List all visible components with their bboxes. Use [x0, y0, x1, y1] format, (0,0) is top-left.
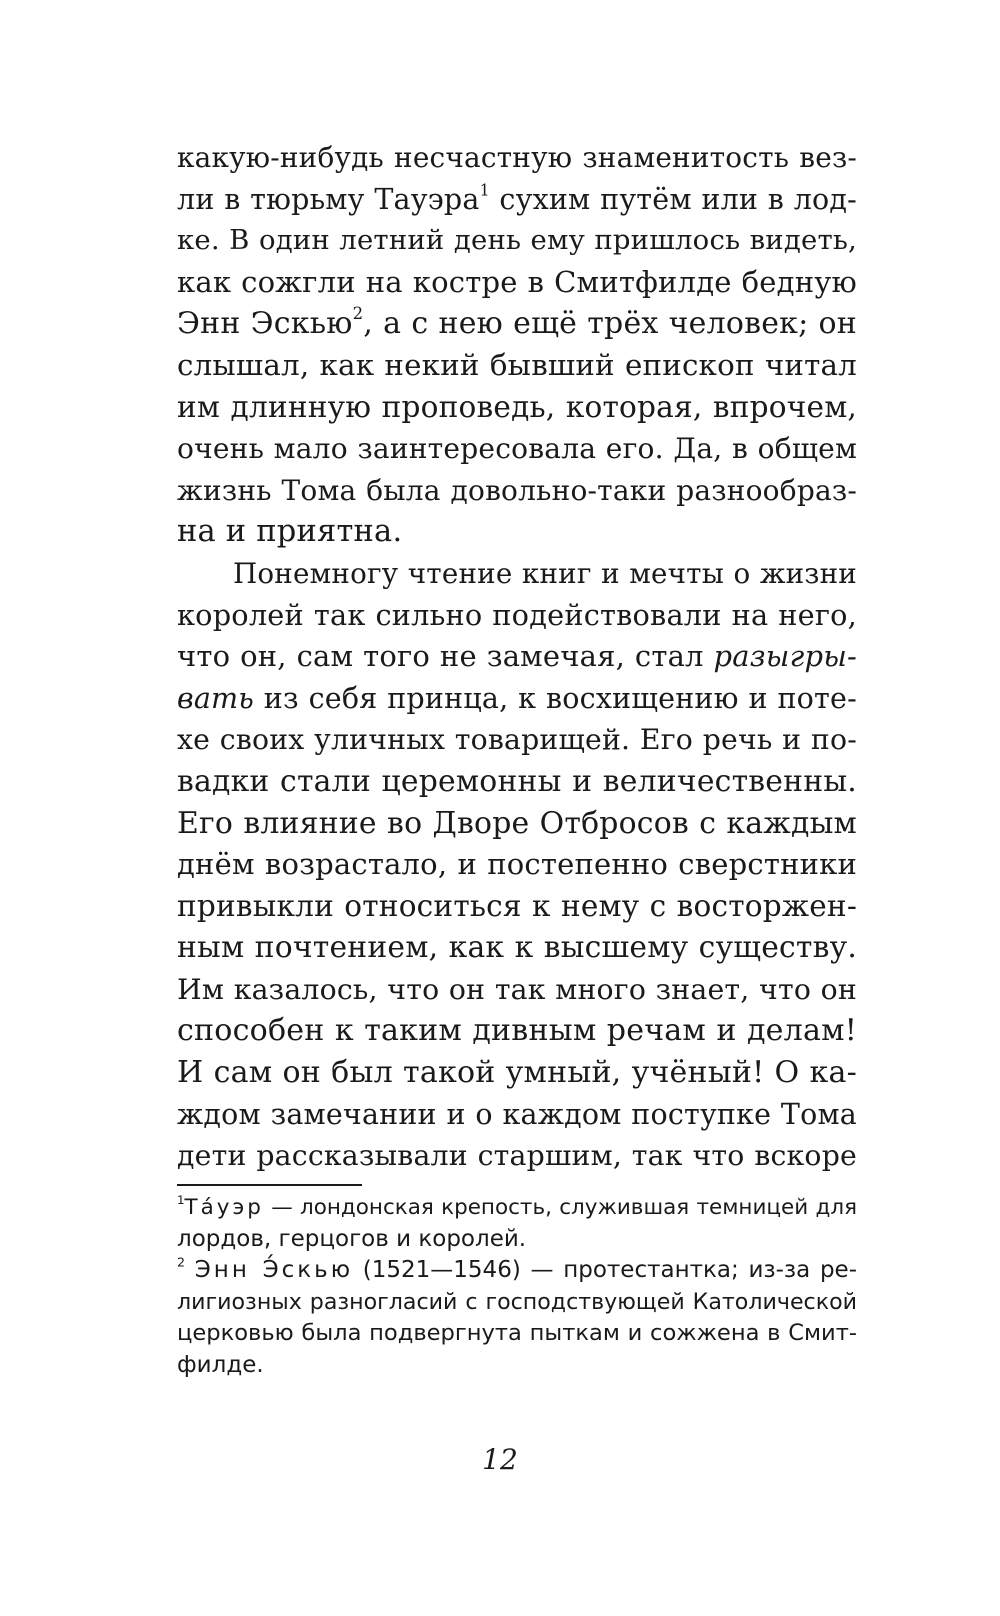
footnote-term: Энн Э́скью: [194, 1257, 354, 1283]
text-line: [177, 678, 857, 720]
text-span: хе своих уличных товарищей. Его речь и по-: [177, 723, 857, 757]
footnote-text: (1521—1546) — протестантка; из-за ре-: [353, 1257, 857, 1283]
text-line: [177, 636, 857, 678]
text-line: [177, 553, 857, 595]
text-span: Понемногу чтение книг и мечты о жизни: [233, 556, 857, 590]
text-line: [177, 844, 857, 886]
text-span: ждом замечании и о каждом поступке Тома: [177, 1097, 857, 1131]
text-span: И сам он был такой умный, учёный! О ка-: [177, 1055, 857, 1091]
footnote-number: 2: [177, 1254, 186, 1270]
text-span: днём возрастало, и постепенно сверстники: [177, 847, 857, 882]
text-span: очень мало заинтересовала его. Да, в общем: [177, 432, 857, 466]
footnote-2: [177, 1255, 857, 1287]
footnotes: [177, 1192, 857, 1381]
text-line: [177, 886, 857, 928]
footnote-1: [177, 1192, 857, 1224]
text-line: [177, 470, 857, 512]
footnote-text: лордов, герцогов и королей.: [177, 1225, 527, 1252]
text-span: вадки стали церемонны и величественны.: [177, 763, 857, 799]
footnote-number: 1: [177, 1192, 185, 1207]
footnote-term: Та́уэр: [184, 1195, 264, 1220]
footnote-text: — лондонская крепость, служившая темницей для: [263, 1195, 857, 1220]
footnote-ref-2[interactable]: 2: [352, 304, 364, 324]
footnote-divider: [177, 1184, 362, 1186]
italic-text: разыгры-: [713, 639, 857, 674]
text-span: дети рассказывали старшим, так что вскоре: [177, 1139, 857, 1173]
page-number: 12: [482, 1443, 518, 1476]
text-line: [177, 179, 857, 221]
text-line: [177, 595, 857, 637]
text-span: Его влияние во Дворе Отбросов с каждым: [177, 805, 857, 841]
text-line: [177, 803, 857, 845]
text-span: Энн Эскью: [177, 306, 353, 342]
footnote-2-cont: [177, 1318, 857, 1350]
text-span: ным почтением, как к высшему существу.: [177, 930, 857, 966]
text-line: [177, 345, 857, 387]
text-span: какую-нибудь несчастную знаменитость вез-: [177, 141, 857, 174]
text-span: что он, сам того не замечая, стал: [177, 639, 714, 674]
text-span: как сожгли на костре в Смитфилде бедную: [177, 264, 857, 299]
text-span: на и приятна.: [177, 514, 403, 550]
text-span: привыкли относиться к нему с восторжен-: [177, 888, 857, 923]
text-line: [177, 761, 857, 803]
text-line: [177, 1010, 857, 1052]
text-line: [177, 428, 857, 470]
text-span: из себя принца, к восхищению и поте-: [254, 680, 857, 715]
text-span: ли в тюрьму Тауэра: [177, 182, 480, 216]
text-line: [177, 137, 857, 179]
text-span: королей так сильно подействовали на него,: [177, 597, 857, 632]
italic-text: вать: [177, 680, 255, 715]
text-span: способен к таким дивным речам и делам!: [177, 1013, 857, 1049]
text-line: [177, 719, 857, 761]
footnote-2-cont: [177, 1350, 857, 1382]
text-span: слышал, как некий бывший епископ читал: [177, 347, 857, 382]
main-text: [177, 137, 857, 1177]
text-line: [177, 220, 857, 262]
text-line: [177, 927, 857, 969]
footnote-text: лигиозных разногласий с господствующей Католической: [177, 1288, 857, 1315]
footnote-text: филде.: [177, 1351, 264, 1378]
text-span: Им казалось, что он так много знает, что он: [177, 972, 857, 1006]
text-line: [177, 262, 857, 304]
text-line: [177, 969, 857, 1011]
footnote-1-cont: [177, 1224, 857, 1256]
footnote-text: церковью была подвергнута пыткам и сожжена в Смит-: [177, 1320, 857, 1346]
text-span: им длинную проповедь, которая, впрочем,: [177, 389, 857, 424]
text-line: [177, 303, 857, 345]
text-span: , а с нею ещё трёх человек; он: [363, 306, 857, 342]
text-line: [177, 1094, 857, 1136]
footnote-2-cont: [177, 1287, 857, 1319]
text-line: [177, 1052, 857, 1094]
text-span: жизнь Тома была довольно-таки разнообраз-: [177, 473, 857, 507]
text-span: сухим путём или в лод-: [489, 182, 857, 216]
footnote-ref-1[interactable]: 1: [479, 180, 490, 200]
text-span: ке. В один летний день ему пришлось видеть,: [177, 224, 857, 257]
text-line: [177, 1135, 857, 1177]
text-line: [177, 387, 857, 429]
text-line: [177, 511, 857, 553]
